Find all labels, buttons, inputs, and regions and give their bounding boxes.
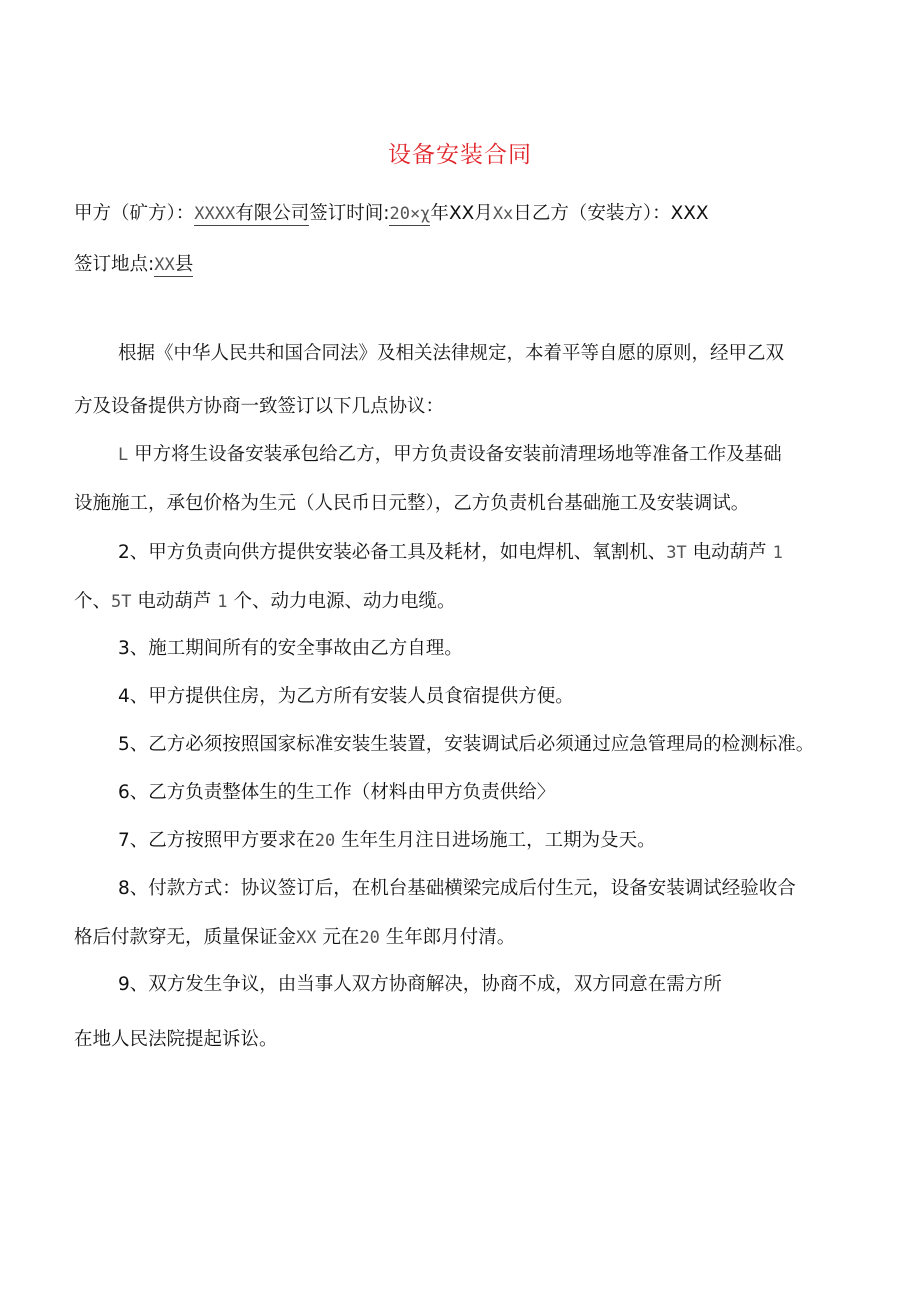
clause-8-line-2 [74, 925, 854, 951]
document-title: 设备安装合同 [388, 142, 532, 168]
clause-7-year: 20 [314, 831, 336, 851]
party-b-value: XXX [670, 203, 709, 224]
clause-8-year: 20 [359, 928, 380, 948]
clause-2-text-a: 甲方负责向供方提供安装必备工具及耗材，如电焊机、氧割机、 [148, 542, 667, 563]
clause-2-line-1 [118, 540, 858, 566]
clause-8-amount: XX [296, 928, 317, 948]
clause-1-line-1 [118, 442, 858, 468]
clause-8-text-c: 生年郎月付清。 [385, 927, 516, 948]
clause-4-text: 甲方提供住房，为乙方所有安装人员食宿提供方便。 [148, 686, 574, 707]
day-label: 日 [513, 203, 532, 224]
clause-7-number: 7、 [118, 830, 149, 851]
clause-3-number: 3、 [118, 638, 149, 659]
clause-8-line-1 [118, 876, 858, 902]
clause-9-number: 9、 [118, 974, 149, 995]
clause-1-text: 甲方将生设备安装承包给乙方，甲方负责设备安装前清理场地等准备工作及基础 [134, 444, 782, 465]
sign-time-label: 签订时间: [309, 203, 390, 224]
clause-7-text-b: 生年生月注日进场施工，工期为殳天。 [341, 830, 656, 851]
header-line-place [74, 252, 854, 278]
clause-5 [118, 732, 858, 758]
clause-5-text: 乙方必须按照国家标准安装生装置，安装调试后必须通过应急管理局的检测标准。 [148, 734, 815, 755]
party-b-label: 乙方（安装方）： [531, 203, 671, 224]
clause-8-number: 8、 [118, 878, 149, 899]
clause-9-text: 双方发生争议，由当事人双方协商解决，协商不成，双方同意在需方所 [148, 974, 722, 995]
clause-3-text: 施工期间所有的安全事故由乙方自理。 [148, 638, 463, 659]
clause-9-line-2: 在地人民法院提起诉讼。 [74, 1029, 278, 1050]
clause-7 [118, 828, 858, 854]
clause-6 [118, 780, 858, 806]
year-label: 年 [430, 203, 449, 224]
party-a-label: 甲方（矿方）： [74, 203, 195, 224]
county-label: 县 [174, 254, 194, 275]
intro-line-2: 方及设备提供方协商一致签订以下几点协议： [74, 396, 445, 417]
clause-1-number: L [118, 445, 129, 465]
intro-line-1: 根据《中华人民共和国合同法》及相关法律规定，本着平等自愿的原则，经甲乙双 [118, 343, 785, 364]
clause-7-text-a: 乙方按照甲方要求在 [148, 830, 315, 851]
clause-2-line-2 [74, 589, 854, 615]
month-label: 月 [474, 203, 493, 224]
month-value: XX [448, 203, 475, 224]
clause-8-text-a: 格后付款穿无，质量保证金 [74, 927, 297, 948]
clause-2-qty-a: 1 [772, 543, 783, 563]
clause-2-qty-b: 1 [217, 592, 228, 612]
clause-5-number: 5、 [118, 734, 149, 755]
clause-9-line-1 [118, 972, 858, 998]
day-value: Xx [492, 204, 514, 224]
header-line-parties [74, 201, 854, 227]
clause-8-text-b: 元在 [322, 927, 360, 948]
party-a-value: XXXX [194, 204, 236, 224]
clause-2-5t: 5T [111, 592, 132, 612]
clause-8-text: 付款方式：协议签订后，在机台基础横梁完成后付生元，设备安装调试经验收合 [148, 878, 796, 899]
clause-2-3t: 3T [666, 543, 687, 563]
sign-place-label: 签订地点: [74, 254, 155, 275]
clause-2-hoist-b: 电动葫芦 [137, 591, 212, 612]
sign-time-value: 20×χ [389, 204, 431, 224]
clause-3 [118, 636, 858, 662]
clause-2-tail: 个、动力电源、动力电缆。 [233, 591, 456, 612]
clause-4 [118, 684, 858, 710]
party-a-suffix: 有限公司 [235, 203, 310, 224]
clause-2-hoist-a: 电动葫芦 [692, 542, 767, 563]
clause-6-text: 乙方负责整体生的生工作（材料由甲方负责供给〉 [148, 782, 556, 803]
clause-2-number: 2、 [118, 542, 149, 563]
clause-4-number: 4、 [118, 686, 149, 707]
clause-6-number: 6、 [118, 782, 149, 803]
sign-place-value: XX [154, 255, 175, 275]
clause-1-line-2: 设施施工，承包价格为生元（人民币日元整），乙方负责机台基础施工及安装调试。 [74, 493, 750, 514]
clause-2-unit-a: 个、 [74, 591, 112, 612]
